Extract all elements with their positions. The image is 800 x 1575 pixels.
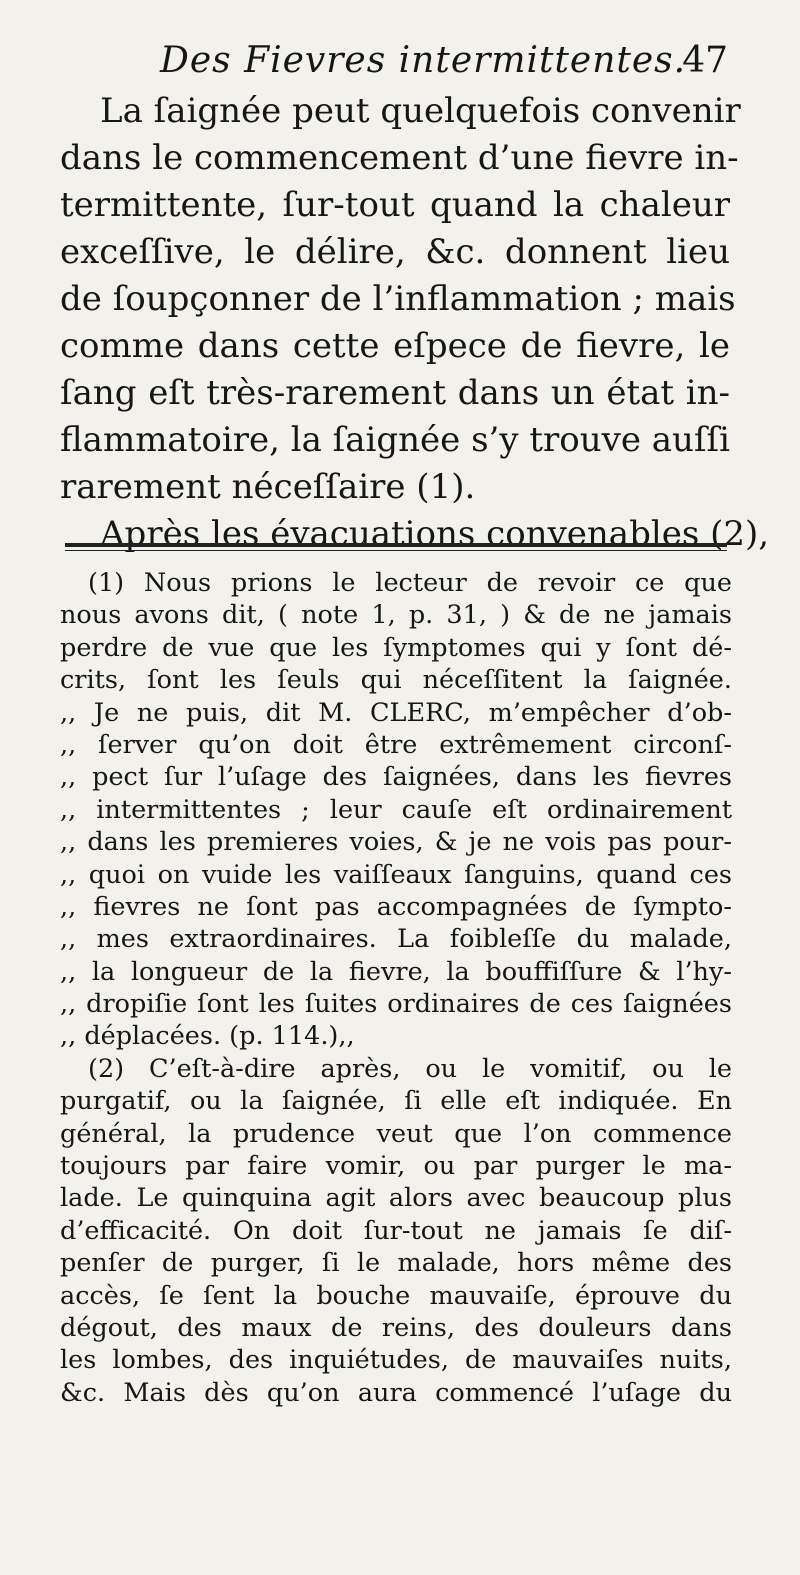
footnote-line: ,, Je ne puis, dit M. CLERC, m’empêcher d’ob- [60,697,732,728]
footnote-line: toujours par faire vomir, ou par purger le ma- [60,1151,732,1182]
footnote-line: ,, intermittentes ; leur cauſe eſt ordinairement [60,794,732,825]
footnote-line: nous avons dit, ( note 1, p. 31, ) & de ne jamais [60,600,732,631]
text-line: comme dans cette eſpece de fievre, le [60,326,730,366]
text-line: termittente, ſur-tout quand la chaleur [60,185,730,225]
footnote-line: les lombes, des inquiétudes, de mauvaiſes nuits, [60,1345,732,1376]
footnote-line: (1) Nous prions le lecteur de revoir ce que [88,568,732,598]
page-number: 47 [682,40,728,81]
page-header [60,40,740,90]
text-line: ſang eſt très-rarement dans un état in- [60,373,730,413]
footnote-line: ,, quoi on vuide les vaiſſeaux ſanguins, quand ces [60,859,732,890]
text-line: dans le commencement d’une fievre in- [60,138,739,178]
footnote-line: d’efficacité. On doit ſur-tout ne jamais ſe diſ- [60,1215,732,1246]
footnote-line: crits, ſont les ſeuls qui néceſſitent la ſaignée. [60,665,732,696]
footnote-line: général, la prudence veut que l’on commence [60,1118,732,1149]
footnote-line: perdre de vue que les ſymptomes qui y ſont dé- [60,632,732,663]
footnote-line: ,, la longueur de la fievre, la bouffiſſure & l’hy- [60,956,732,987]
footnote-line: lade. Le quinquina agit alors avec beaucoup plus [60,1183,732,1214]
footnote-line: ,, ſerver qu’on doit être extrêmement circonſ- [60,729,732,760]
text-line: rarement néceſſaire (1). [60,467,476,507]
footnote-line: accès, ſe ſent la bouche mauvaiſe, éprouve du [60,1280,732,1311]
text-line: flammatoire, la ſaignée s’y trouve auſſi [60,420,730,460]
footnote-line: ,, dropiſie ſont les ſuites ordinaires de ces ſaignées [60,989,732,1020]
text-line: de ſoupçonner de l’inflammation ; mais [60,279,736,319]
footnote-line: (2) C’eſt-à-dire après, ou le vomitif, ou le [88,1053,732,1084]
text-line: exceſſive, le délire, &c. donnent lieu [60,232,730,272]
text-line: La ſaignée peut quelquefois convenir [100,91,741,131]
footnote-line: ,, dans les premieres voies, & je ne vois pas pour- [60,827,732,858]
footnote-line: ,, mes extraordinaires. La foibleſſe du malade, [60,924,732,955]
main-text [60,88,770,558]
footnote-divider [65,543,727,547]
footnote-divider-thin [65,550,727,551]
text-line: Après les évacuations convenables (2), [100,514,770,554]
running-title: Des Fievres intermittentes. [160,40,687,81]
footnote-line: &c. Mais dès qu’on aura commencé l’uſage du [60,1377,732,1408]
footnote-line: ,, fievres ne ſont pas accompagnées de ſympto- [60,891,732,922]
footnote-line: penſer de purger, ſi le malade, hors même des [60,1248,732,1279]
footnotes [60,567,732,1409]
footnote-line: ,, pect ſur l’uſage des ſaignées, dans les fievres [60,762,732,793]
footnote-line: ,, déplacées. (p. 114.),, [60,1021,355,1052]
footnote-line: dégout, des maux de reins, des douleurs dans [60,1312,732,1343]
footnote-line: purgatif, ou la ſaignée, ſi elle eſt indiquée. En [60,1086,732,1117]
